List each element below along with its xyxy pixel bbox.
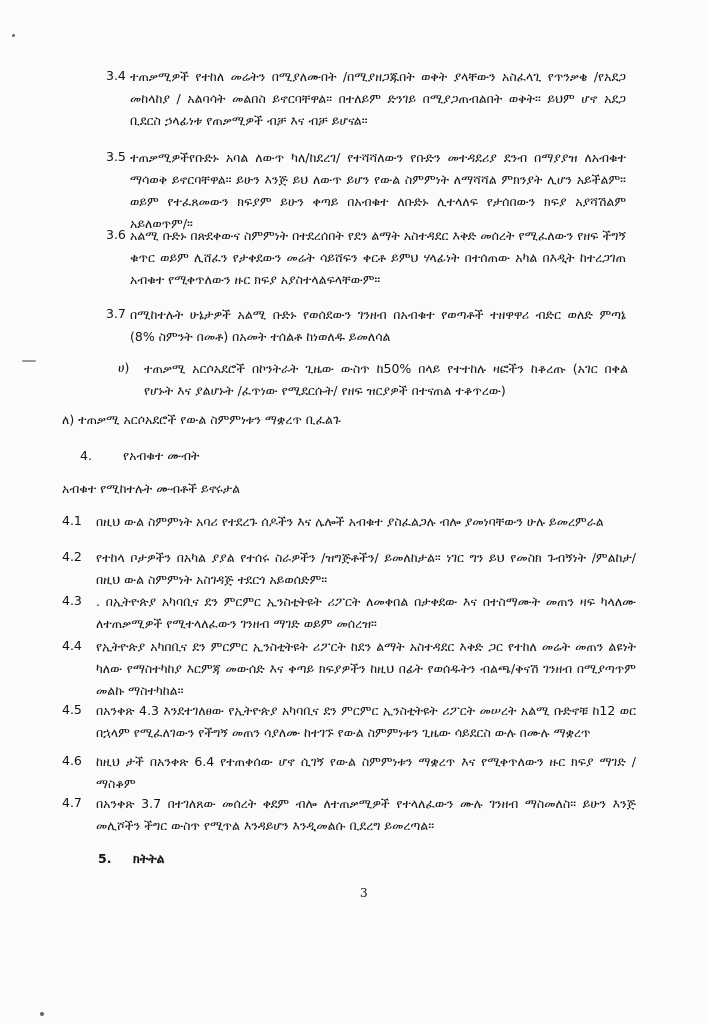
clause-4-1	[62, 511, 636, 533]
clause-number: 4.7	[62, 795, 82, 810]
scan-speck	[40, 1012, 44, 1016]
section-number: 4.	[80, 448, 92, 463]
section-title: ክትትል	[133, 851, 165, 866]
clause-4-7	[62, 793, 636, 837]
clause-4-5	[62, 700, 636, 744]
sub-clause-label: ሀ)	[118, 360, 130, 375]
sub-clause-b: ለ) ተጠቃሚ አርሶአደሮች የውል ስምምነቱን ማቋረጥ ቢፈልጉ	[62, 412, 341, 427]
clause-text: በዚህ ውል ስምምነት አባሪ የተደረጉ ሰዶችን እና ሌሎች አብቁተ ያስፈልጋሉ ብሎ ያመነባቸውን ሁሉ ይመረምራል	[96, 514, 604, 529]
clause-4-2	[62, 547, 636, 591]
clause-text: . በኢትዮጵያ አካባቢና ደን ምርምር ኢንስቲትዩት ሪፖርት ለመቀበል በታቀደው እና በተስማሙት መጠን ዛፍ ካላለሙ ለተጠቃሚዎች የሚተላለፈውን ገንዘብ ማገድ ወይም መሰረዝ።	[96, 594, 636, 631]
section-5-heading	[98, 848, 298, 870]
clause-3-5	[106, 147, 626, 235]
sub-clause-text: ተጠቃሚ አርሶአደሮች በኮንትራት ጊዜው ውስጥ ከ50% በላይ የተተከሉ ዛፎችን ከቆረጡ (አገር በቀል የሆኑት እና ያልሆኑት /ፈጥነው የሚደርሱት/ የዘፍ ዝርያዎች በተናጠል ተቆጥረው)	[144, 361, 628, 398]
clause-text: አልሚ ቡድኑ በጽደቀውና ስምምነት በተደረሰበት የደን ልማት አስተዳደር እቅድ መሰረት የሚፈለውን የዘፍ ችግኝ ቁጥር ወይም ሊሸፈን የታቀደውን መሬት ሳይሸፍን ቀርቶ ይምህ ሃላፊነት በተሰጠው አካል በእዲት ከተረጋገጠ አብቁተ የሚቀጥለውን ዙር ክፍያ አያስተላልፍላቸውም።	[130, 228, 626, 287]
clause-3-7	[106, 304, 626, 348]
section-4-intro: አብቁተ የሚከተሉት ሙብቶች ይኖሩታል	[62, 481, 241, 496]
clause-text: የተከላ ቦታዎችን በአካል ያያል የተሰሩ ስራዎችን /ዝግጅቶችን/ ይመለከታል። ነገር ግን ይህ የመስክ ጉብኝነት /ምልከታ/ በዚህ ውል ስምምነት አስገዳጅ ተደርጎ አይወሰድም።	[96, 550, 636, 587]
clause-number: 4.6	[62, 753, 82, 768]
clause-number: 3.7	[106, 306, 126, 321]
clause-number: 4.1	[62, 513, 82, 528]
clause-number: 3.4	[106, 68, 126, 83]
clause-text: በሚከተሉት ሁኔታዎች አልሚ ቡድኑ የወሰደውን ገንዘብ በአብቁተ የወጣቶች ተዘዋዋሪ ብድር ወለድ ምጣኔ (8% ስምንት በመቶ) በአመት ተሰልቶ ከነወለዱ ይመለሳል	[130, 307, 626, 344]
clause-4-6	[62, 751, 636, 795]
scan-speck	[22, 360, 36, 362]
clause-number: 3.6	[106, 227, 126, 242]
section-4-heading	[80, 445, 380, 467]
clause-text: በአንቀጽ 3.7 በተገለጸው መሰረት ቀደም ብሎ ለተጠቃሚዎች የተላለፈውን ሙሉ ገንዘብ ማስመለስ። ይሁን እንጅ መሊሾችን ችግር ውስጥ የሚጥል እንዳይሆን እንዲመልሱ ቢደረግ ይመረጣል።	[96, 796, 636, 833]
clause-3-4	[106, 66, 626, 132]
clause-number: 4.5	[62, 702, 82, 717]
clause-number: 4.4	[62, 638, 82, 653]
clause-number: 4.2	[62, 549, 82, 564]
clause-text: ተጠቃሚዎች የተከለ መሬትን በሚያለሙበት /በሚያዘጋጁበት ወቅት ያላቸውን አስፈላጊ የጥንቃቄ /የአደጋ መከላከያ / አልባሳት መልበስ ይኖርባቸዋል። በተለይም ድንገይ በሚያጋጠብልበት ወቅት። ይህም ሆኖ አደጋ ቢደርስ ኃላፊነቱ የጠቃሚዎች ብቻ እና ብቻ ይሆናል።	[130, 69, 626, 128]
sub-clause-a	[118, 358, 628, 402]
clause-4-3	[62, 591, 636, 635]
clause-number: 4.3	[62, 593, 82, 608]
clause-number: 3.5	[106, 149, 126, 164]
clause-4-4	[62, 636, 636, 702]
clause-text: ከዚህ ታች በአንቀጽ 6.4 የተጠቀሰው ሆኖ ሲገኝ የውል ስምምነቱን ማቋረጥ እና የሚቀጥለውን ዙር ክፍያ ማገድ /ማስቆም	[96, 754, 636, 791]
clause-text: ተጠቃሚዎችየቡድኑ አባል ለውጥ ካለ/ከደረገ/ የተሻሻለውን የቡድን መተዳደሪያ ደንብ በማያያዝ ለአብቁተ ማሳወቅ ይኖርባቸዋል። ይሁን እንጅ ይህ ለውጥ ይሆን የውል ስምምነት ለማሻሻል ምክንያት ሊሆን አይችልም። ወይም የተፈጸመውን ክፍያም ይሁን ቀጣይ በአብቁተ ለቡድኑ ሊተላለፍ የታሰበውን ክፍያ አያሻሽልም አይለወጥም/።	[130, 150, 626, 231]
scan-speck	[12, 34, 15, 37]
clause-text: በአንቀጽ 4.3 እንደተገለፀው የኢትዮጵያ አካባቢና ደን ምርምር ኢንስቲትዩት ሪፖርት መሠረት አልሚ ቡድኖቹ ከ12 ወር በኋላም የሚፈለገውን የችግኝ መጠን ሳያለሙ ከተገኙ የውል ስምምነቱን ጊዜው ሳይደርስ ውሉ በሙሉ ማቋረጥ	[96, 703, 636, 740]
clause-3-6	[106, 225, 626, 291]
section-number: 5.	[98, 851, 112, 866]
page-number: 3	[360, 886, 368, 900]
section-title: የአብቁተ ሙብት	[123, 448, 200, 463]
clause-text: የኢትዮጵያ አካበቢና ደን ምርምር ኢንስቲትዩት ሪፖርት ከደን ልማት አስተዳደር እቅድ ጋር የተከለ መሬት መጠን ልዩነት ካለው የማስተካከያ እርምጃ መውሰድ እና ቀጣይ ክፍያዎችን ከዚህ በፊት የወሰዱትን ብልጫ/ቅናሽ ገንዘብ በሚያጣጥም መልኩ ማስተካከል።	[96, 639, 636, 698]
